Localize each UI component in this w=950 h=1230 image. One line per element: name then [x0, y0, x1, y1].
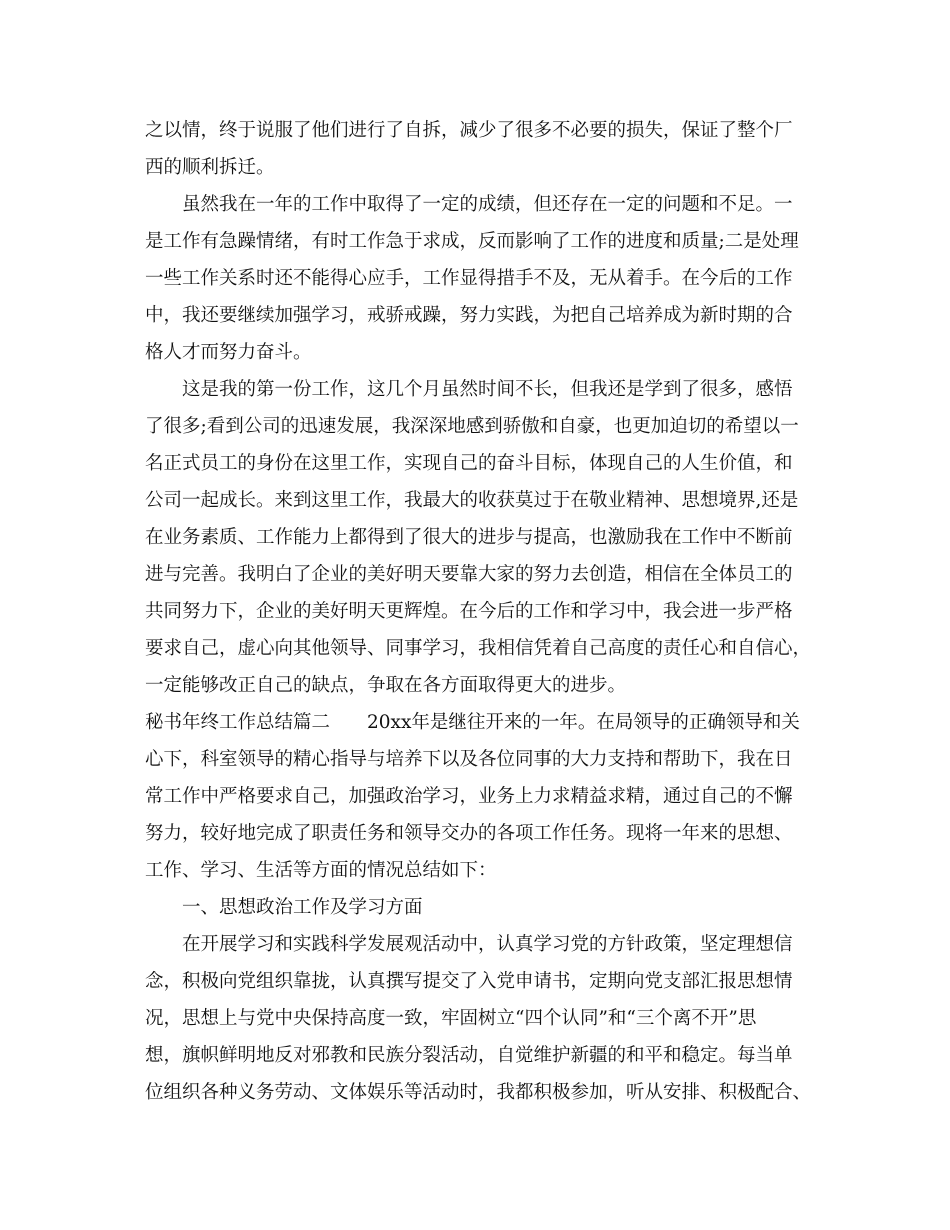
paragraph: [145, 704, 805, 889]
text-line: 想，旗帜鲜明地反对邪教和民族分裂活动，自觉维护新疆的和平和稳定。每当单: [145, 1045, 793, 1066]
text-line: 中，我还要继续加强学习，戒骄戒躁，努力实践，为把自己培养成为新时期的合: [145, 305, 793, 326]
text-line: 之以情，终于说服了他们进行了自拆，减少了很多不必要的损失，保证了整个厂: [145, 120, 793, 141]
paragraph: [145, 112, 805, 186]
text-line: 况，思想上与党中央保持高度一致，牢固树立“四个认同”和“三个离不开”思: [145, 1008, 757, 1029]
text-line: 在业务素质、工作能力上都得到了很大的进步与提高，也激励我在工作中不断前: [145, 527, 793, 548]
text-line: 努力，较好地完成了职责任务和领导交办的各项工作任务。现将一年来的思想、: [145, 823, 793, 844]
text-line: 虽然我在一年的工作中取得了一定的成绩，但还存在一定的问题和不足。一: [182, 194, 793, 215]
text-line: 格人才而努力奋斗。: [145, 342, 312, 363]
document-body: [145, 112, 812, 1111]
text-line: 一定能够改正自己的缺点，争取在各方面取得更大的进步。: [145, 675, 627, 696]
text-line: 念，积极向党组织靠拢，认真撰写提交了入党申请书，定期向党支部汇报思想情: [145, 971, 793, 992]
text-line: 这是我的第一份工作，这几个月虽然时间不长，但我还是学到了很多，感悟: [182, 379, 793, 400]
text-line: 共同努力下，企业的美好明天更辉煌。在今后的工作和学习中，我会进一步严格: [145, 601, 793, 622]
text-line: 一、思想政治工作及学习方面: [182, 897, 423, 918]
text-line: 工作、学习、生活等方面的情况总结如下：: [145, 860, 497, 881]
text-line: 进与完善。我明白了企业的美好明天要靠大家的努力去创造，相信在全体员工的: [145, 564, 793, 585]
paragraph: [145, 889, 805, 926]
paragraph: [145, 926, 812, 1111]
text-line: 要求自己，虚心向其他领导、同事学习，我相信凭着自己高度的责任心和自信心，: [145, 638, 812, 659]
text-line: 是工作有急躁情绪，有时工作急于求成，反而影响了工作的进度和质量;二是处理: [145, 231, 799, 252]
text-line: 公司一起成长。来到这里工作，我最大的收获莫过于在敬业精神、思想境界,还是: [145, 490, 799, 511]
text-line: 在开展学习和实践科学发展观活动中，认真学习党的方针政策，坚定理想信: [182, 934, 793, 955]
text-line: 常工作中严格要求自己，加强政治学习，业务上力求精益求精，通过自己的不懈: [145, 786, 793, 807]
paragraph: [145, 186, 805, 371]
text-line: 了很多;看到公司的迅速发展，我深深地感到骄傲和自豪，也更加迫切的希望以一: [145, 416, 799, 437]
text-line: 名正式员工的身份在这里工作，实现自己的奋斗目标，体现自己的人生价值，和: [145, 453, 793, 474]
text-line: 心下，科室领导的精心指导与培养下以及各位同事的大力支持和帮助下，我在日: [145, 749, 793, 770]
paragraph: [145, 371, 812, 704]
text-line: 位组织各种义务劳动、文体娱乐等活动时，我都积极参加，听从安排、积极配合、: [145, 1082, 812, 1103]
text-line: 一些工作关系时还不能得心应手，工作显得措手不及，无从着手。在今后的工作: [145, 268, 793, 289]
text-line: 西的顺利拆迁。: [145, 157, 275, 178]
text-line: 秘书年终工作总结篇二 20xx年是继往开来的一年。在局领导的正确领导和关: [145, 712, 800, 733]
